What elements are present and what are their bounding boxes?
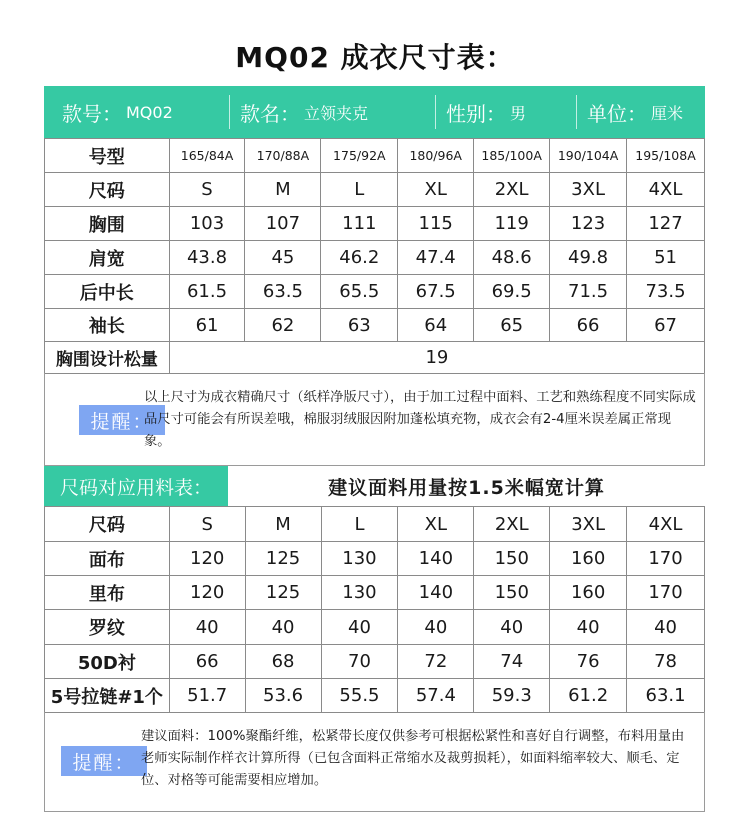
table-cell: 66 — [169, 645, 245, 679]
table-cell: 49.8 — [550, 241, 627, 275]
table-row — [45, 679, 705, 713]
table-row — [45, 173, 705, 207]
table-cell: 115 — [398, 207, 474, 241]
table-cell: 65 — [474, 309, 550, 342]
table-cell: 40 — [245, 610, 321, 645]
table-cell: 2XL — [474, 173, 550, 207]
remark-badge-2: 提醒： — [61, 746, 147, 776]
table-cell: 48.6 — [474, 241, 550, 275]
table-cell: L — [321, 173, 398, 207]
row-header: 袖长 — [45, 309, 170, 342]
table-cell: 175/92A — [321, 139, 398, 173]
table-cell: 190/104A — [550, 139, 627, 173]
table-cell: 165/84A — [169, 139, 245, 173]
row-header: 胸围 — [45, 207, 170, 241]
table-cell: 170/88A — [245, 139, 321, 173]
table-cell: 67.5 — [398, 275, 474, 309]
table-cell: 185/100A — [474, 139, 550, 173]
remark-text: 以上尺寸为成衣精确尺寸（纸样净版尺寸），由于加工过程中面料、工艺和熟练程度不同实际成品尺寸可能会有所误差哦，棉服羽绒服因附加蓬松填充物，成衣会有2-4厘米误差属正常现象。 — [144, 390, 696, 449]
table-cell: 170 — [627, 576, 705, 610]
table-row — [45, 241, 705, 275]
style-number-value: MQ02 — [126, 102, 173, 122]
table-cell: 43.8 — [169, 241, 245, 275]
table-cell: 51 — [627, 241, 705, 275]
table-cell: 76 — [550, 645, 627, 679]
style-number-label: 款号： — [62, 101, 122, 126]
table-cell: 111 — [321, 207, 398, 241]
table-row — [45, 309, 705, 342]
ease-table — [44, 341, 705, 374]
gender-value: 男 — [510, 103, 527, 123]
table-cell: 63 — [321, 309, 398, 342]
table-cell: 3XL — [550, 507, 627, 542]
table-cell: 40 — [550, 610, 627, 645]
table-row — [45, 610, 705, 645]
table-cell: 67 — [627, 309, 705, 342]
table-cell: 70 — [321, 645, 398, 679]
table-cell: 123 — [550, 207, 627, 241]
table-cell: 61.5 — [169, 275, 245, 309]
page-title: MQ02 成衣尺寸表： — [235, 41, 515, 74]
table-cell: 130 — [321, 542, 398, 576]
table-cell: M — [245, 507, 321, 542]
table-cell: 46.2 — [321, 241, 398, 275]
table-cell: 3XL — [550, 173, 627, 207]
table-cell: 61 — [169, 309, 245, 342]
table-cell: L — [321, 507, 398, 542]
remark-badge: 提醒： — [79, 405, 165, 435]
table-cell: 63.5 — [245, 275, 321, 309]
table-cell: 40 — [627, 610, 705, 645]
table-cell: 160 — [550, 576, 627, 610]
style-number — [44, 86, 229, 138]
row-header: 里布 — [45, 576, 170, 610]
material-section-title: 尺码对应用料表： — [44, 466, 228, 506]
table-cell: 150 — [474, 576, 550, 610]
table-cell: 68 — [245, 645, 321, 679]
row-header: 50D衬 — [45, 645, 170, 679]
table-cell: 40 — [474, 610, 550, 645]
table-cell: XL — [398, 507, 474, 542]
table-cell: 40 — [398, 610, 474, 645]
size-table — [44, 138, 705, 342]
table-cell: 180/96A — [398, 139, 474, 173]
unit-value: 厘米 — [651, 103, 684, 123]
ease-label: 胸围设计松量 — [45, 342, 170, 374]
table-cell: 103 — [169, 207, 245, 241]
table-cell: S — [169, 173, 245, 207]
table-cell: 107 — [245, 207, 321, 241]
table-cell: 120 — [169, 542, 245, 576]
table-cell: 150 — [474, 542, 550, 576]
table-cell: 160 — [550, 542, 627, 576]
row-header: 尺码 — [45, 507, 170, 542]
table-cell: 71.5 — [550, 275, 627, 309]
table-row — [45, 275, 705, 309]
table-cell: 51.7 — [169, 679, 245, 713]
table-cell: 72 — [398, 645, 474, 679]
remark-box-2 — [44, 712, 705, 812]
table-cell: 57.4 — [398, 679, 474, 713]
table-cell: XL — [398, 173, 474, 207]
unit — [577, 86, 705, 138]
ease-value: 19 — [169, 342, 704, 374]
unit-label: 单位： — [587, 101, 647, 126]
gender-label: 性别： — [446, 101, 506, 126]
table-cell: 65.5 — [321, 275, 398, 309]
table-cell: 125 — [245, 576, 321, 610]
row-header: 面布 — [45, 542, 170, 576]
table-cell: 4XL — [627, 173, 705, 207]
table-cell: 45 — [245, 241, 321, 275]
table-cell: 170 — [627, 542, 705, 576]
table-cell: M — [245, 173, 321, 207]
table-row — [45, 576, 705, 610]
table-cell: 47.4 — [398, 241, 474, 275]
row-header: 5号拉链#1个 — [45, 679, 170, 713]
table-cell: 78 — [627, 645, 705, 679]
table-cell: 69.5 — [474, 275, 550, 309]
row-header: 肩宽 — [45, 241, 170, 275]
table-cell: 73.5 — [627, 275, 705, 309]
info-bar — [44, 86, 705, 138]
table-cell: 63.1 — [627, 679, 705, 713]
remark-box — [44, 373, 705, 466]
table-cell: 66 — [550, 309, 627, 342]
table-cell: 127 — [627, 207, 705, 241]
table-cell: 61.2 — [550, 679, 627, 713]
material-table — [44, 506, 705, 713]
table-cell: 62 — [245, 309, 321, 342]
row-header: 后中长 — [45, 275, 170, 309]
table-row — [45, 207, 705, 241]
style-name-label: 款名： — [240, 101, 300, 126]
table-cell: 4XL — [627, 507, 705, 542]
table-cell: 2XL — [474, 507, 550, 542]
table-cell: 40 — [169, 610, 245, 645]
table-cell: 119 — [474, 207, 550, 241]
table-cell: 125 — [245, 542, 321, 576]
table-cell: 59.3 — [474, 679, 550, 713]
table-cell: 55.5 — [321, 679, 398, 713]
table-cell: 64 — [398, 309, 474, 342]
table-cell: 120 — [169, 576, 245, 610]
table-cell: S — [169, 507, 245, 542]
table-row — [45, 507, 705, 542]
material-section-note: 建议面料用量按1.5米幅宽计算 — [328, 476, 605, 499]
table-row — [45, 139, 705, 173]
table-cell: 74 — [474, 645, 550, 679]
row-header: 尺码 — [45, 173, 170, 207]
table-row — [45, 542, 705, 576]
row-header: 罗纹 — [45, 610, 170, 645]
row-header: 号型 — [45, 139, 170, 173]
table-cell: 140 — [398, 576, 474, 610]
table-cell: 40 — [321, 610, 398, 645]
table-cell: 53.6 — [245, 679, 321, 713]
style-name-value: 立领夹克 — [304, 103, 369, 123]
remark-text-2: 建议面料：100%聚酯纤维，松紧带长度仅供参考可根据松紧性和喜好自行调整，布料用量由老师实际制作样衣计算所得（已包含面料正常缩水及裁剪损耗），如面料缩率较大、顺毛、定位、对格等可能需要相应增加。 — [141, 729, 685, 788]
table-cell: 140 — [398, 542, 474, 576]
style-name — [230, 86, 435, 138]
gender — [436, 86, 576, 138]
table-cell: 195/108A — [627, 139, 705, 173]
table-row — [45, 645, 705, 679]
table-cell: 130 — [321, 576, 398, 610]
